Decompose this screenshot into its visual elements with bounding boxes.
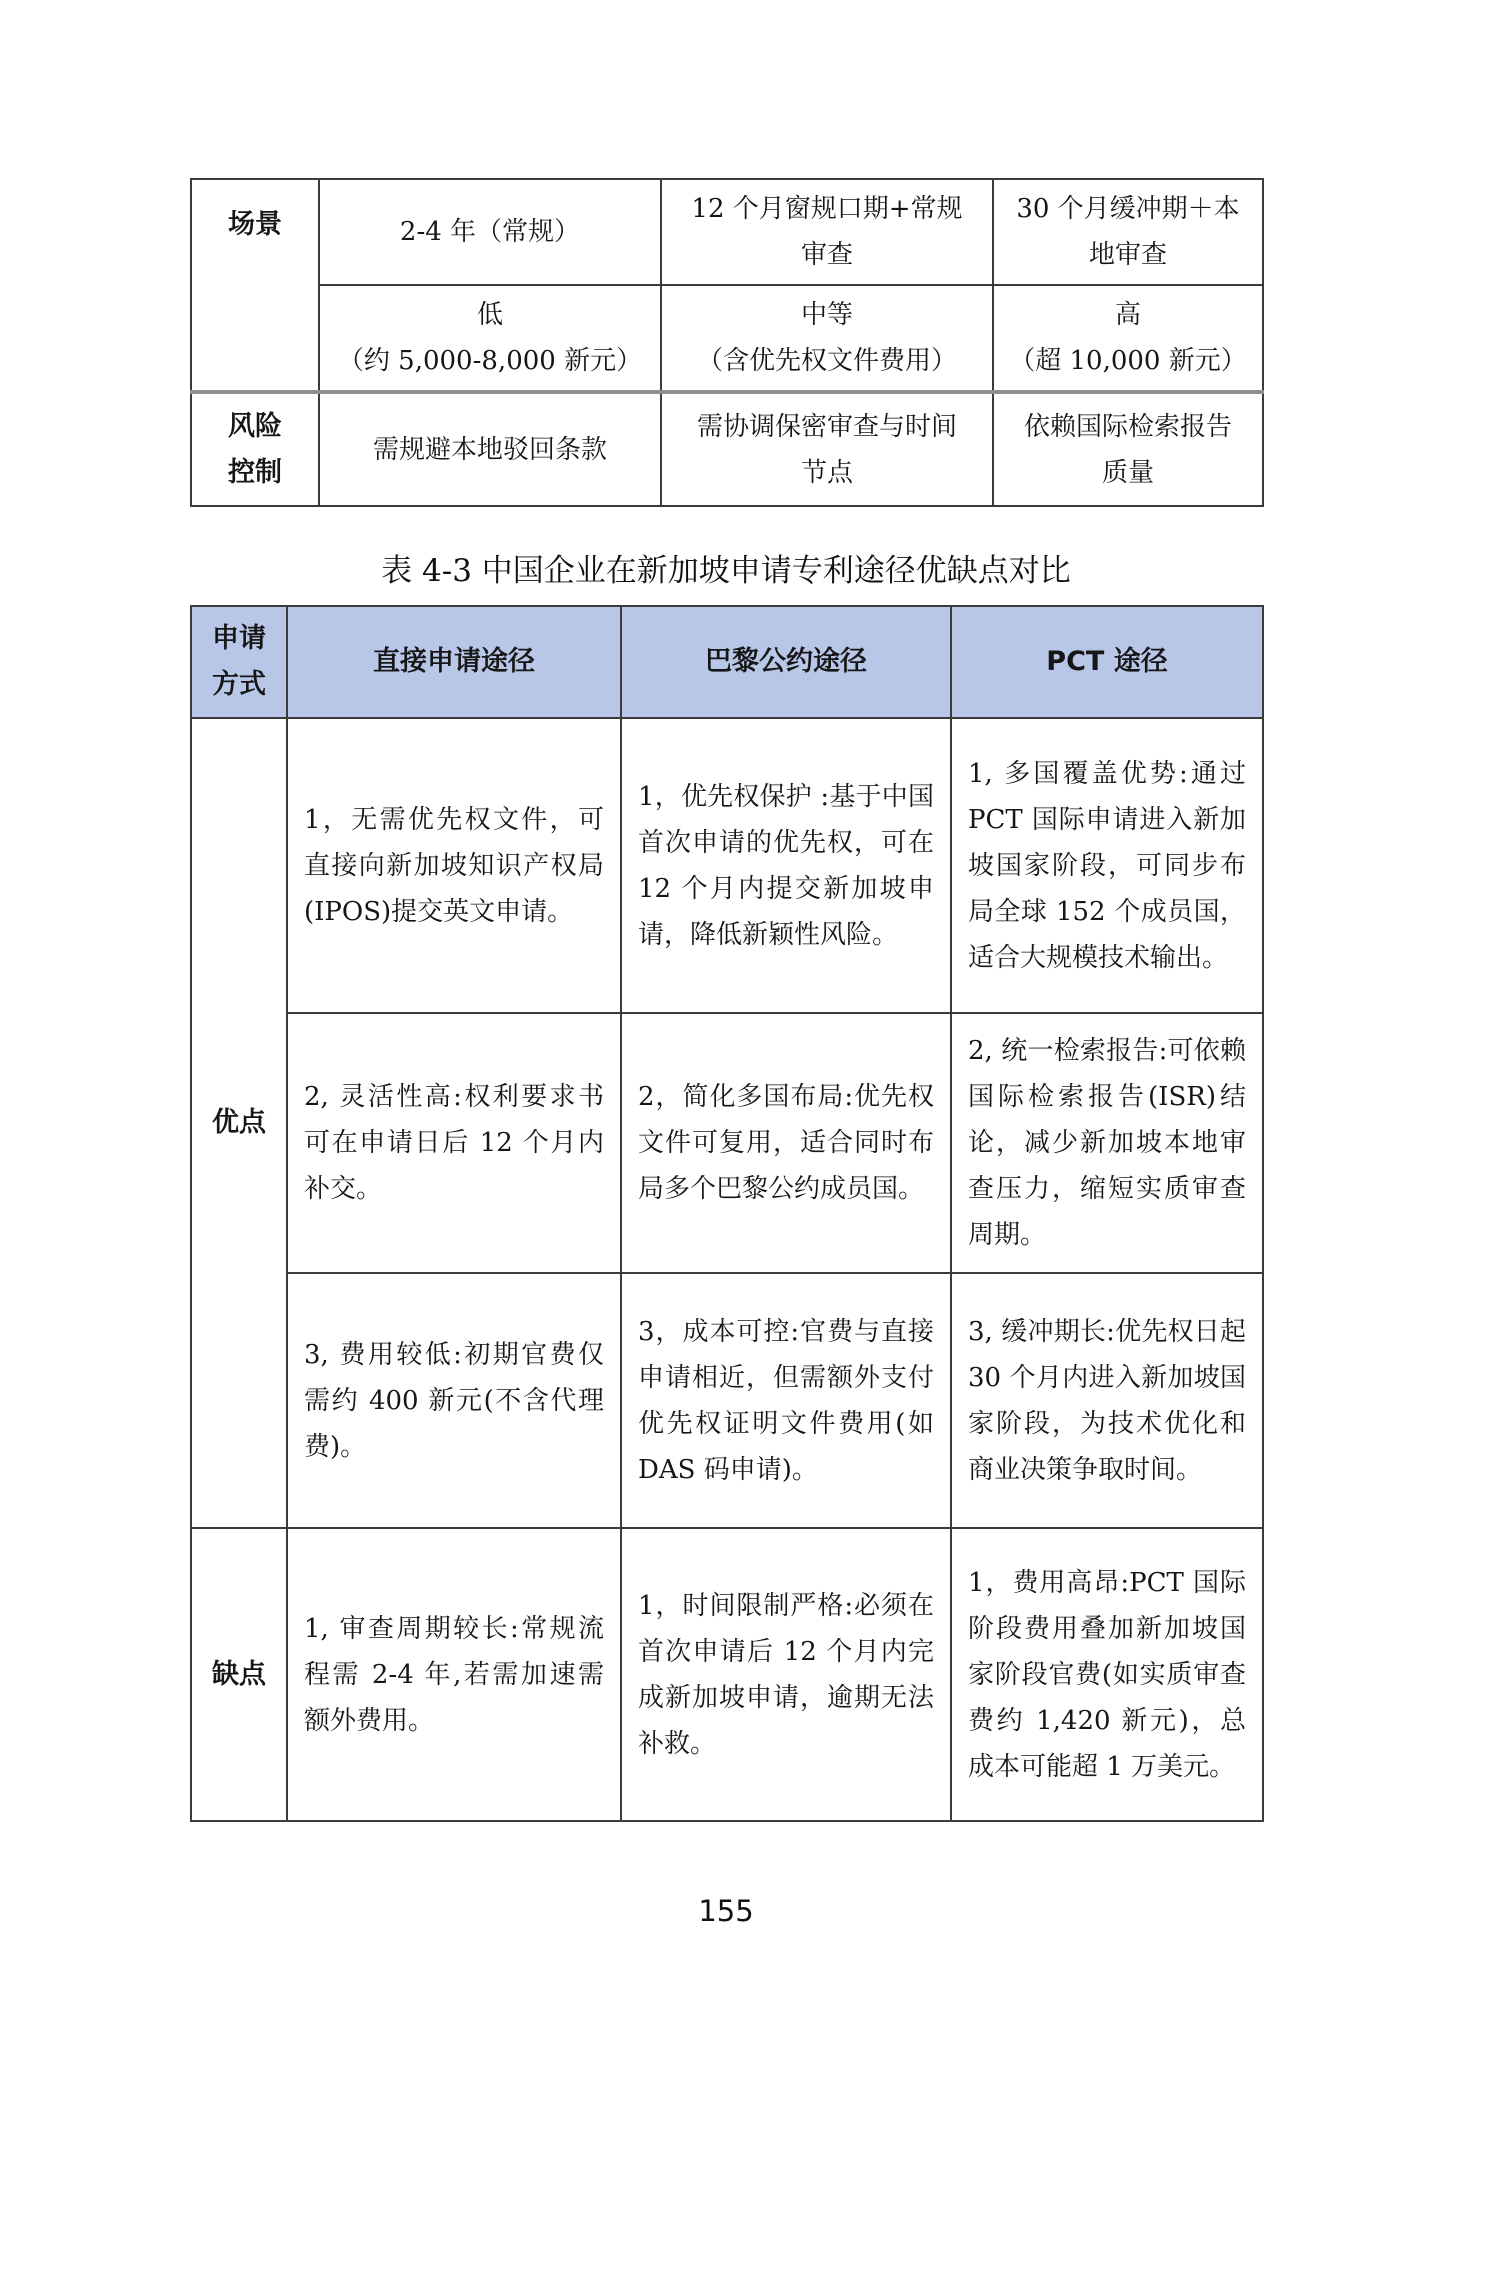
table1-cell-cost-paris: 中等 （含优先权文件费用） [661, 285, 993, 392]
table1-cell-scenario-direct: 2-4 年（常规） [319, 179, 661, 285]
row-header-scenario: 场景 [191, 179, 319, 392]
disadvantage-pct: 1，费用高昂:PCT 国际阶段费用叠加新加坡国家阶段官费(如实质审查费约 1,420 新元)，总成本可能超 1 万美元。 [951, 1528, 1263, 1821]
advantage1-pct: 1, 多国覆盖优势:通过 PCT 国际申请进入新加坡国家阶段，可同步布局全球 152 个成员国，适合大规模技术输出。 [951, 718, 1263, 1013]
document-page [0, 178, 1488, 2282]
page-number: 155 [698, 1894, 754, 1928]
table1-cell-scenario-paris: 12 个月窗规口期+常规 审查 [661, 179, 993, 285]
table-row [191, 1013, 1263, 1273]
row-header-risk-control: 风险 控制 [191, 392, 319, 506]
column-header-paris-route: 巴黎公约途径 [621, 606, 951, 718]
row-header-advantages: 优点 [191, 718, 287, 1528]
row-header-disadvantages: 缺点 [191, 1528, 287, 1821]
table-row [191, 718, 1263, 1013]
advantage2-direct: 2, 灵活性高:权利要求书可在申请日后 12 个月内补交。 [287, 1013, 621, 1273]
column-header-direct-route: 直接申请途径 [287, 606, 621, 718]
table1-cell-risk-pct: 依赖国际检索报告 质量 [993, 392, 1263, 506]
patent-route-continued-table [190, 178, 1264, 507]
advantage1-paris: 1，优先权保护 :基于中国首次申请的优先权，可在 12 个月内提交新加坡申请，降低新颖性风险。 [621, 718, 951, 1013]
table1-cell-risk-direct: 需规避本地驳回条款 [319, 392, 661, 506]
disadvantage-direct: 1, 审查周期较长:常规流程需 2-4 年,若需加速需额外费用。 [287, 1528, 621, 1821]
advantage3-pct: 3, 缓冲期长:优先权日起 30 个月内进入新加坡国家阶段，为技术优化和商业决策争取时间。 [951, 1273, 1263, 1528]
advantage2-paris: 2，简化多国布局:优先权文件可复用，适合同时布局多个巴黎公约成员国。 [621, 1013, 951, 1273]
table-row [191, 285, 1263, 392]
table1-cell-cost-direct: 低 （约 5,000-8,000 新元） [319, 285, 661, 392]
table-row [191, 392, 1263, 506]
advantage3-direct: 3, 费用较低:初期官费仅需约 400 新元(不含代理费)。 [287, 1273, 621, 1528]
column-header-application-method: 申请 方式 [191, 606, 287, 718]
application-route-pros-cons-table [190, 605, 1264, 1822]
table-row [191, 179, 1263, 285]
table1-cell-scenario-pct: 30 个月缓冲期＋本 地审查 [993, 179, 1263, 285]
table-header-row [191, 606, 1263, 718]
advantage3-paris: 3，成本可控:官费与直接申请相近，但需额外支付优先权证明文件费用(如 DAS 码申请)。 [621, 1273, 951, 1528]
advantage2-pct: 2, 统一检索报告:可依赖国际检索报告(ISR)结论，减少新加坡本地审查压力，缩短实质审查周期。 [951, 1013, 1263, 1273]
table-row [191, 1273, 1263, 1528]
disadvantage-paris: 1，时间限制严格:必须在首次申请后 12 个月内完成新加坡申请，逾期无法补救。 [621, 1528, 951, 1821]
table1-cell-cost-pct: 高 （超 10,000 新元） [993, 285, 1263, 392]
table1-cell-risk-paris: 需协调保密审查与时间 节点 [661, 392, 993, 506]
column-header-pct-route: PCT 途径 [951, 606, 1263, 718]
advantage1-direct: 1，无需优先权文件，可直接向新加坡知识产权局(IPOS)提交英文申请。 [287, 718, 621, 1013]
table-caption: 表 4-3 中国企业在新加坡申请专利途径优缺点对比 [381, 553, 1071, 589]
table-row [191, 1528, 1263, 1821]
